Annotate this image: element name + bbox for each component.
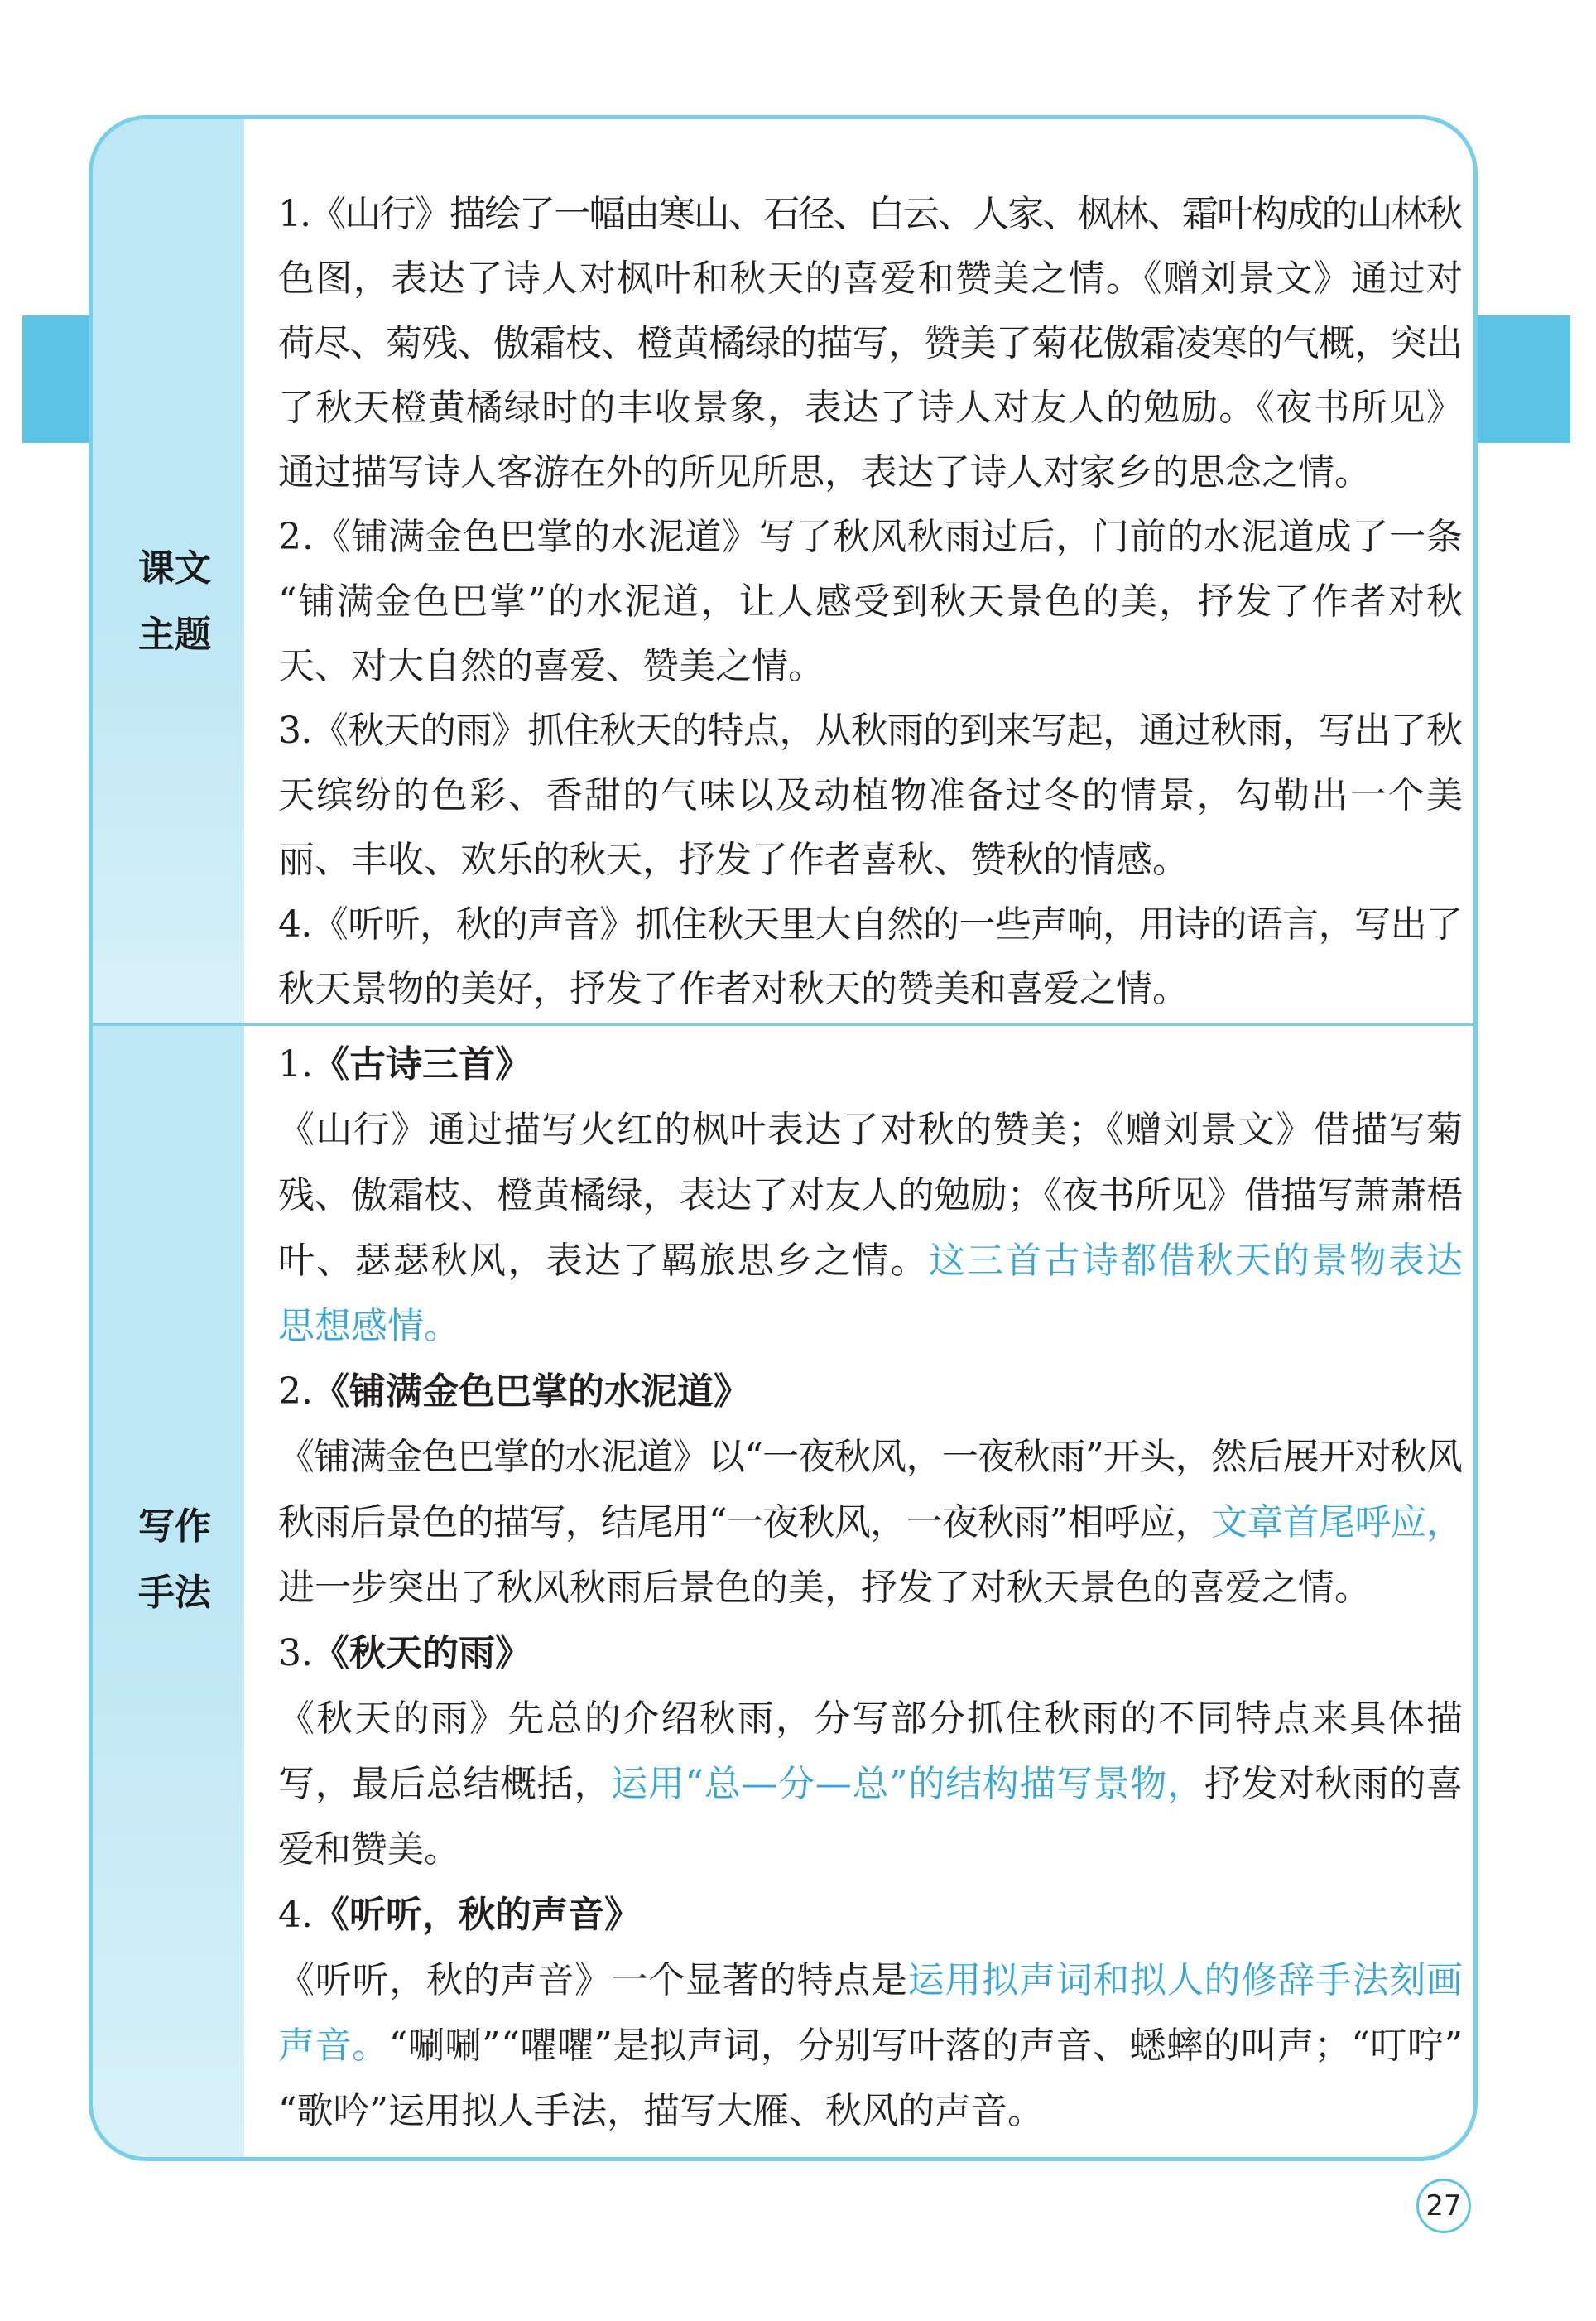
text-line (278, 763, 1463, 828)
body-text: 爱和赞美。 (278, 1828, 460, 1871)
subheading (278, 1620, 1463, 1686)
paragraph (278, 1948, 1463, 2144)
text-line (278, 1555, 1463, 1620)
text-line (278, 1686, 1463, 1751)
text-line-content (278, 1228, 1464, 1293)
body-text: 天、对大自然的喜爱、赞美之情。 (278, 645, 824, 687)
text-line (278, 1097, 1463, 1163)
section-label-writing-technique (99, 1494, 251, 1626)
body-text: 4. (278, 1894, 313, 1936)
text-line-content (278, 441, 1371, 505)
text-line-content (278, 893, 1462, 957)
text-line (278, 2078, 1463, 2144)
section-body-writing-technique (278, 1032, 1463, 2144)
side-tab-left (22, 315, 93, 443)
highlighted-text: 思想感情。 (278, 1305, 460, 1347)
body-text: 丽、丰收、欢乐的秋天，抒发了作者喜秋、赞秋的情感。 (278, 839, 1189, 881)
text-line-content (278, 1097, 1464, 1163)
paragraph (278, 182, 1463, 505)
bold-title: 《秋天的雨》 (312, 1632, 531, 1674)
body-text: 《听听，秋的声音》一个显著的特点是 (278, 1959, 908, 2001)
text-line-content (278, 1817, 460, 1882)
text-line-content (278, 311, 1462, 376)
text-line-content (278, 1751, 1464, 1817)
text-line-content (278, 570, 1464, 634)
text-line-content (278, 1686, 1464, 1751)
text-line-content (278, 957, 1189, 1022)
text-line (278, 634, 1463, 699)
text-line-content (278, 1032, 531, 1097)
text-line (278, 1882, 1463, 1948)
bold-title: 《听听，秋的声音》 (312, 1894, 641, 1936)
subheading (278, 1359, 1463, 1424)
section-divider (93, 1023, 1473, 1026)
highlighted-text: 运用拟声词和拟人的修辞手法刻画 (907, 1959, 1464, 2001)
text-line (278, 1293, 1463, 1359)
paragraph (278, 699, 1463, 893)
text-line-content (278, 1163, 1463, 1228)
body-text: “铺满金色巴掌”的水泥道，让人感受到秋天景色的美，抒发了作者对秋 (278, 580, 1465, 623)
paragraph (278, 1686, 1463, 1882)
body-text: 荷尽、菊残、傲霜枝、橙黄橘绿的描写，赞美了菊花傲霜凌寒的气概，突出 (278, 322, 1463, 364)
page-number-badge (1416, 2179, 1471, 2233)
body-text: 《铺满金色巴掌的水泥道》以“一夜秋风，一夜秋雨”开头，然后展开对秋风 (278, 1436, 1463, 1478)
subheading (278, 1032, 1463, 1097)
text-line-content (278, 247, 1464, 311)
text-line (278, 828, 1463, 893)
text-line-content (278, 2013, 1464, 2078)
text-line-content (278, 505, 1464, 570)
body-text: “歌吟”运用拟人手法，描写大雁、秋风的声音。 (278, 2090, 1044, 2132)
text-line (278, 1751, 1463, 1817)
subheading (278, 1882, 1463, 1948)
paragraph (278, 893, 1463, 1022)
text-line (278, 1817, 1463, 1882)
highlighted-text: 声音。 (278, 2025, 389, 2067)
text-line-content (278, 1948, 1464, 2013)
text-line (278, 1032, 1463, 1097)
body-text: 秋天景物的美好，抒发了作者对秋天的赞美和喜爱之情。 (278, 968, 1189, 1010)
body-text: 天缤纷的色彩、香甜的气味以及动植物准备过冬的情景，勾勒出一个美 (278, 774, 1465, 816)
page-number: 27 (1425, 2189, 1462, 2222)
paragraph (278, 1424, 1463, 1620)
highlighted-text: 这三首古诗都借秋天的景物表达 (928, 1240, 1465, 1282)
bold-title: 《铺满金色巴掌的水泥道》 (312, 1370, 750, 1413)
body-text: 抒发对秋雨的喜 (1204, 1763, 1464, 1805)
text-line-content (278, 1555, 1371, 1620)
body-text: 了秋天橙黄橘绿时的丰收景象，表达了诗人对友人的勉励。《夜书所见》 (278, 387, 1464, 429)
body-text: 3.《秋天的雨》抓住秋天的特点，从秋雨的到来写起，通过秋雨，写出了秋 (278, 710, 1463, 752)
text-line (278, 441, 1463, 505)
body-text: 3. (278, 1632, 313, 1674)
text-line-content (278, 376, 1464, 441)
text-line (278, 505, 1463, 570)
body-text: “唰唰”“㘗㘗”是拟声词，分别写叶落的声音、蟋蟀的叫声；“叮咛” (388, 2025, 1464, 2067)
section-body-lesson-theme (278, 182, 1463, 1022)
body-text: 色图，表达了诗人对枫叶和秋天的喜爱和赞美之情。《赠刘景文》通过对 (278, 258, 1464, 300)
text-line (278, 247, 1463, 311)
body-text: 2.《铺满金色巴掌的水泥道》写了秋风秋雨过后，门前的水泥道成了一条 (278, 516, 1464, 558)
body-text: 《山行》通过描写火红的枫叶表达了对秋的赞美；《赠刘景文》借描写菊 (278, 1109, 1464, 1151)
text-line-content (278, 828, 1189, 893)
text-line (278, 699, 1463, 763)
text-line-content (278, 1882, 641, 1948)
text-line-content (278, 1620, 531, 1686)
text-line (278, 893, 1463, 957)
text-line (278, 1620, 1463, 1686)
highlighted-text: 运用“总—分—总”的结构描写景物， (611, 1763, 1204, 1805)
body-text: 叶、瑟瑟秋风，表达了羁旅思乡之情。 (278, 1240, 929, 1282)
section-label-line: 课文 (138, 547, 211, 590)
text-line (278, 311, 1463, 376)
text-line-content (278, 699, 1462, 763)
text-line-content (278, 1359, 750, 1424)
text-line (278, 1228, 1463, 1293)
body-text: 4.《听听，秋的声音》抓住秋天里大自然的一些声响，用诗的语言，写出了 (278, 903, 1463, 946)
text-line-content (278, 2078, 1044, 2144)
text-line (278, 1163, 1463, 1228)
text-line (278, 570, 1463, 634)
section-label-lesson-theme (99, 536, 251, 668)
section-label-line: 手法 (138, 1572, 211, 1614)
body-text: 秋雨后景色的描写，结尾用“一夜秋风，一夜秋雨”相呼应， (278, 1501, 1211, 1543)
text-line (278, 1948, 1463, 2013)
text-line (278, 2013, 1463, 2078)
body-text: 通过描写诗人客游在外的所见所思，表达了诗人对家乡的思念之情。 (278, 451, 1371, 494)
highlighted-text: 文章首尾呼应， (1211, 1501, 1463, 1543)
body-text: 1. (278, 1043, 313, 1086)
body-text: 2. (278, 1370, 313, 1413)
text-line (278, 1490, 1463, 1555)
bold-title: 《古诗三首》 (312, 1043, 531, 1086)
section-label-line: 写作 (138, 1505, 211, 1548)
text-line-content (278, 182, 1461, 247)
text-line-content (278, 1424, 1462, 1490)
text-line (278, 957, 1463, 1022)
body-text: 《秋天的雨》先总的介绍秋雨，分写部分抓住秋雨的不同特点来具体描 (278, 1697, 1465, 1740)
paragraph (278, 1097, 1463, 1359)
body-text: 残、傲霜枝、橙黄橘绿，表达了对友人的勉励；《夜书所见》借描写萧萧梧 (278, 1174, 1464, 1216)
section-label-line: 主题 (138, 614, 211, 656)
paragraph (278, 505, 1463, 699)
text-line (278, 182, 1463, 247)
body-text: 写，最后总结概括， (278, 1763, 612, 1805)
text-line (278, 1359, 1463, 1424)
body-text: 进一步突出了秋风秋雨后景色的美，抒发了对秋天景色的喜爱之情。 (278, 1567, 1371, 1609)
text-line (278, 1424, 1463, 1490)
text-line-content (278, 1293, 460, 1359)
text-line-content (278, 634, 824, 699)
side-tab-right (1475, 315, 1570, 443)
body-text: 1.《山行》描绘了一幅由寒山、石径、白云、人家、枫林、霜叶构成的山林秋 (278, 193, 1462, 235)
text-line (278, 376, 1463, 441)
text-line-content (278, 763, 1464, 828)
text-line-content (278, 1490, 1462, 1555)
